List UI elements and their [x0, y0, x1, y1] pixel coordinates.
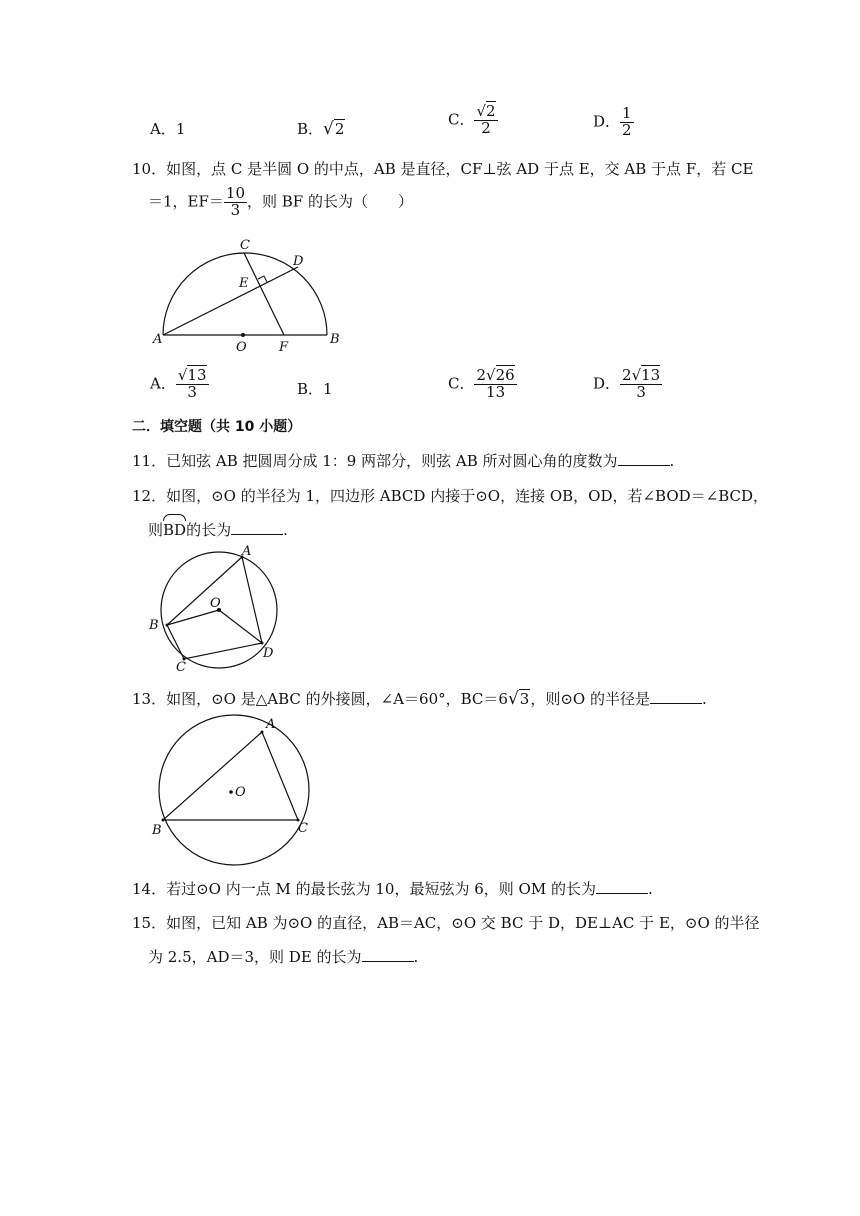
sqrt-symbol: √3	[507, 689, 530, 709]
fraction: $\frac{√2}{2}$	[476, 102, 496, 137]
fraction: $\frac{2√13}{3}$	[622, 366, 661, 401]
label-c: C	[240, 238, 250, 253]
q10-line1: 10．如图，点 C 是半圆 O 的中点，AB 是直径，CF⊥弦 AD 于点 E，交 AB 于点 F，若 CE	[132, 160, 754, 178]
answer-blank[interactable]	[362, 947, 414, 962]
label-a: A	[242, 545, 252, 559]
label-d: D	[293, 254, 304, 269]
label-c: C	[176, 660, 186, 675]
label-o: O	[210, 596, 221, 611]
q15-line1: 15．如图，已知 AB 为⊙O 的直径，AB＝AC，⊙O 交 BC 于 D，DE⊥AC 于 E，⊙O 的半径	[132, 914, 760, 932]
label-f: F	[279, 340, 289, 355]
fraction: $\frac{√13}{3}$	[177, 366, 207, 401]
q10-semicircle-figure	[148, 235, 348, 357]
q13-circle-figure	[148, 712, 318, 868]
label-b: B	[152, 823, 162, 838]
arc-label: BD	[163, 517, 186, 539]
q10-line2: ＝1，EF＝ $\frac{10}{3}$ ，则 BF 的长为（ ）	[148, 184, 413, 219]
q9-option-b: B．√2	[297, 119, 345, 139]
label-e: E	[239, 276, 249, 291]
label-o: O	[235, 785, 246, 800]
q10-option-b: B．1	[297, 380, 333, 398]
answer-blank[interactable]	[650, 689, 702, 704]
label-b: B	[149, 618, 159, 633]
fraction: $\frac{10}{3}$	[225, 184, 245, 219]
q10-option-c: C． $\frac{2√26}{13}$	[448, 366, 515, 401]
label-o: O	[236, 340, 247, 355]
q10-option-d: D． $\frac{2√13}{3}$	[593, 366, 661, 401]
label-b: B	[330, 332, 340, 347]
sqrt-symbol: √2	[323, 119, 345, 139]
label-a: A	[153, 332, 163, 347]
q10-option-a: A． $\frac{√13}{3}$	[150, 366, 207, 401]
answer-blank[interactable]	[596, 879, 648, 894]
fraction: $\frac{1}{2}$	[622, 104, 632, 139]
label-c: C	[298, 821, 308, 836]
label-d: D	[263, 646, 274, 661]
q9-option-c: C． $\frac{√2}{2}$	[448, 102, 496, 137]
q15-line2: 为 2.5，AD＝3，则 DE 的长为 .	[148, 948, 419, 966]
answer-blank[interactable]	[231, 520, 283, 535]
label-a: A	[266, 717, 276, 732]
q12-line1: 12．如图，⊙O 的半径为 1，四边形 ABCD 内接于⊙O，连接 OB，OD，若∠BOD＝∠BCD，	[132, 487, 769, 505]
section-title: 二．填空题（共 10 小题）	[132, 419, 302, 435]
q9-option-a: A．1	[150, 120, 186, 138]
q11-text: 11．已知弦 AB 把圆周分成 1：9 两部分，则弦 AB 所对圆心角的度数为 .	[132, 452, 675, 470]
q13-text: 13．如图，⊙O 是△ABC 的外接圆，∠A＝60°，BC＝6√3，则⊙O 的半径是 .	[132, 689, 707, 709]
q9-option-d: D． $\frac{1}{2}$	[593, 104, 632, 139]
fraction: $\frac{2√26}{13}$	[476, 366, 515, 401]
q14-text: 14．若过⊙O 内一点 M 的最长弦为 10，最短弦为 6，则 OM 的长为 .	[132, 880, 653, 898]
q12-circle-figure	[145, 545, 285, 675]
answer-blank[interactable]	[618, 451, 670, 466]
q12-line2: 则 BD的长为 .	[148, 517, 288, 540]
